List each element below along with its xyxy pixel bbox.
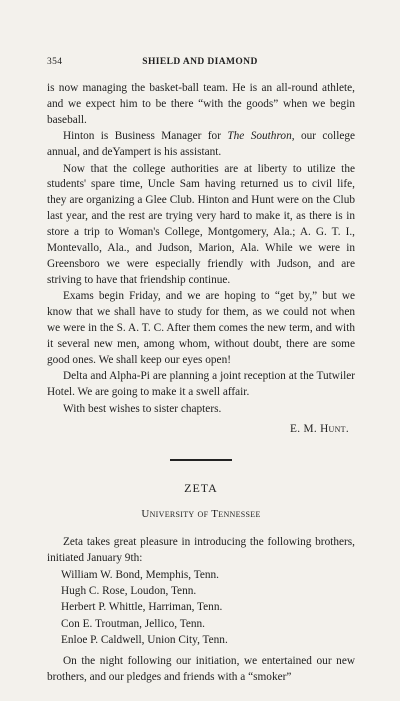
page-number: 354 bbox=[47, 57, 63, 67]
initiate-item: Enloe P. Caldwell, Union City, Tenn. bbox=[61, 633, 228, 646]
zeta-university: University of Tennessee bbox=[141, 508, 261, 521]
running-title: SHIELD AND DIAMOND bbox=[142, 57, 258, 67]
zeta-chapter-title: ZETA bbox=[184, 481, 218, 496]
zeta-closing-paragraph: On the night following our initiation, we entertained our new brothers, and our pledges and friends with a “smoker” bbox=[47, 655, 355, 683]
page-header bbox=[47, 57, 353, 71]
initiate-item: Hugh C. Rose, Loudon, Tenn. bbox=[61, 585, 197, 598]
delta-paragraph-3: Now that the college authorities are at liberty to utilize the students' spare time, Uncle Sam having returned us to civil life, they are organizing a Glee Club. Hinton and Hunt were on the Club last year, and the rest are trying very hard to make it, as there is in store a trip to Woman's College, Montgomery, Ala.; A. G. T. I., Montevallo, Ala., and Judson, Marion, Ala. While we were in Greensboro we were especially friendly with Judson, and are striving to have that friendship continue. bbox=[47, 162, 355, 286]
delta-paragraph-2-start: Hinton is Business Manager for bbox=[63, 130, 228, 143]
delta-paragraph-1: is now managing the basket-ball team. He is an all-round athlete, and we expect him to be there “with the goods” when we begin baseball. bbox=[47, 82, 355, 126]
delta-signature: E. M. Hunt. bbox=[290, 422, 349, 435]
initiate-list bbox=[61, 567, 355, 648]
delta-paragraph-2-end: our college annual, and deYampert is his assistant. bbox=[47, 130, 356, 159]
delta-paragraph-4: Exams begin Friday, and we are hoping to “get by,” but we know that we shall have to study for them, as we could not when we were in the S. A. T. C. After them comes the new term, and with it several new men, among whom, without doubt, there are some good ones. We shall keep our eyes open! bbox=[47, 290, 355, 366]
yearbook-title: The Southron, bbox=[227, 130, 295, 143]
initiate-item: William W. Bond, Memphis, Tenn. bbox=[61, 569, 219, 582]
delta-paragraph-2 bbox=[47, 129, 355, 161]
delta-paragraph-6: With best wishes to sister chapters. bbox=[63, 402, 222, 415]
zeta-intro: Zeta takes great pleasure in introducing the following brothers, initiated January 9th: bbox=[47, 536, 355, 565]
page-body bbox=[47, 81, 355, 686]
initiate-item: Herbert P. Whittle, Harriman, Tenn. bbox=[61, 601, 223, 614]
section-divider bbox=[170, 459, 232, 461]
initiate-item: Con E. Troutman, Jellico, Tenn. bbox=[61, 617, 205, 630]
delta-paragraph-5: Delta and Alpha-Pi are planning a joint reception at the Tutwiler Hotel. We are going to make it a swell affair. bbox=[47, 370, 355, 399]
